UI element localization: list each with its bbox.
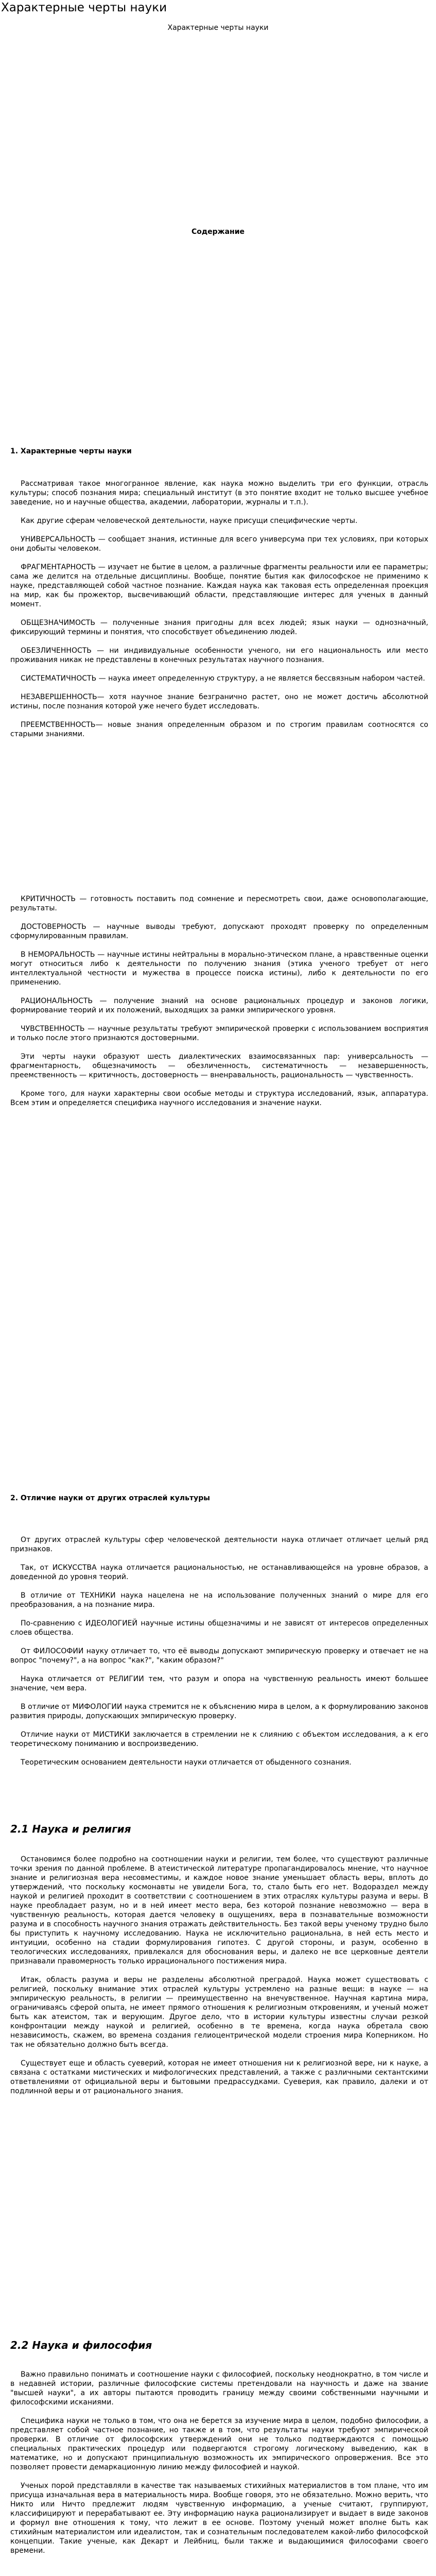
subsection-religion-heading: 2.1 Наука и религия	[10, 1823, 131, 1835]
paragraph: Итак, область разума и веры не разделены абсолютной преградой. Наука может существовать с религией, поскольку внимание этих отраслей культуры устремлено на разные вещи: в науке — на эмпирическую реальность, в религии — преимущественно на внечувственное. Научная картина мира, ограничиваясь сферой опыта, не имеет прямого отношения к религиозным откровениям, и ученый может быть как атеистом, так и верующим. Другое дело, что в истории культуры известны случаи резкой конфронтации между наукой и религией, особенно в те времена, когда наука обретала свою независимость, скажем, во времена создания гелиоцентрической модели строения мира Коперником. Но так не обязательно должно быть всегда.	[10, 1976, 428, 2049]
paragraph: ДОСТОВЕРНОСТЬ — научные выводы требуют, допускают проходят проверку по определенным сформулированным правилам.	[10, 923, 428, 940]
paragraph: Так, от ИСКУССТВА наука отличается рациональностью, не останавливающейся на уровне образов, а доведенной до уровня теорий.	[10, 1564, 428, 1581]
paragraph: Наука отличается от РЕЛИГИИ тем, что разум и опора на чувственную реальность имеют большее значение, чем вера.	[10, 1675, 428, 1692]
section-2-heading: 2. Отличие науки от других отраслей культуры	[10, 1494, 210, 1502]
paragraph: Теоретическим основанием деятельности науки отличается от обыденного сознания.	[21, 1758, 352, 1767]
paragraph: Специфика науки не только в том, что она не берется за изучение мира в целом, подобно философии, а представляет собой частное познание, но также и в том, что результаты науки требуют эмпирической проверки. В отличие от философских утверждений они не только подтверждаются с помощью специальных практических процедур или подвергаются строгому логическому выведению, как в математике, но и допускают принципиальную возможность их эмпирического опровержения. Все это позволяет провести демаркационную линию между философией и наукой.	[10, 2417, 428, 2471]
paragraph: Эти черты науки образуют шесть диалектических взаимосвязанных пар: универсальность — фрагментарность, общезначимость — обезличенность, систематичность — незавершенность, преемственность — критичность, достоверность — вненравальность, рациональность — чувственность.	[10, 1053, 428, 1079]
paragraph: Отличие науки от МИСТИКИ заключается в стремлении не к слиянию с объектом исследования, а к его теоретическому пониманию и воспроизведению.	[10, 1731, 428, 1748]
paragraph: ФРАГМЕНТАРНОСТЬ — изучает не бытие в целом, а различные фрагменты реальности или ее параметры; сама же делится на отдельные дисциплины. Вообще, понятие бытия как философское не применимо к науке, представляющей собой частное познание. Каждая наука как таковая есть определенная проекция на мир, как бы прожектор, высвечивающий области, представляющие интерес для ученых в данный момент.	[10, 563, 428, 608]
paragraph: По-сравнению с ИДЕОЛОГИЕЙ научные истины общезначимы и не зависят от интересов определенных слоев общества.	[10, 1619, 428, 1637]
paragraph: Рассматривая такое многогранное явление, как наука можно выделить три его функции, отрасль культуры; способ познания мира; специальный институт (в это понятие входит не только высшее учебное заведение, но и научные общества, академии, лаборатории, журналы и т.п.).	[10, 480, 428, 506]
paragraph: Важно правильно понимать и соотношение науки с философией, поскольку неоднократно, в том числе и в недавней истории, различные философские системы претендовали на научность и даже на звание "высшей науки", а их авторы пытаются проводить границу между своими собственными научными и философскими исканиями.	[10, 2370, 428, 2406]
subsection-philosophy-heading: 2.2 Наука и философия	[10, 2339, 152, 2351]
section-2-text	[10, 1535, 428, 1776]
paragraph: СИСТЕМАТИЧНОСТЬ — наука имеет определенную структуру, а не является бессвязным набором частей.	[21, 674, 425, 683]
page-title: Характерные черты науки	[1, 1, 167, 14]
section-1-text-a	[10, 479, 428, 748]
document-subtitle: Характерные черты науки	[167, 24, 269, 32]
paragraph: От ФИЛОСОФИИ науку отличает то, что её выводы допускают эмпирическую проверку и отвечает не на вопрос "почему?", а на вопрос "как?", "каким образом?"	[10, 1647, 428, 1665]
paragraph: От других отраслей культуры сфер человеческой деятельности наука отличает отличает целый ряд признаков.	[10, 1536, 428, 1553]
paragraph: В отличие от МИФОЛОГИИ наука стремится не к объяснению мира в целом, а к формулированию законов развития природы, допускающих эмпирическую проверку.	[10, 1703, 428, 1720]
paragraph: Остановимся более подробно на соотношении науки и религии, тем более, что существуют различные точки зрения по данной проблеме. В атеистической литературе пропагандировалось мнение, что научное знание и религиозная вера несовместимы, и каждое новое знание уменьшает область веры, вплоть до утверждений, что поскольку космонавты не увидели Бога, то, стало быть его нет. Водораздел между наукой и религией проходит в соответствии с соотношением в этих отраслях культуры разума и веры. В науке преобладает разум, но и в ней имеет место вера, без которой познание невозможно — вера в чувственную реальность, которая дается человеку в ощущениях, вера в познавательные возможности разума и в способность научного знания отражать действительность. Без такой веры ученому трудно было бы приступить к научному исследованию. Наука не исключительно рациональна, в ней есть место и интуиции, особенно на стадии формулирования гипотез. С другой стороны, и разум, особенно в теологических исследованиях, привлекался для обоснования веры, и далеко не все церковные деятели признавали правомерность только иррационального постижения мира.	[10, 1855, 428, 1965]
paragraph: Кроме того, для науки характерны свои особые методы и структура исследований, язык, аппаратура. Всем этим и определяется специфика научного исследования и значение науки.	[10, 1090, 428, 1107]
subsection-religion-text	[10, 1855, 428, 2105]
paragraph: Существует еще и область суеверий, которая не имеет отношения ни к религиозной вере, ни к науке, а связана с остатками мистических и мифологических представлений, а также с различными сектантскими ответвлениями от официальной веры и бытовыми предрассудками. Суеверия, как правило, далеки и от подлинной веры и от рационального знания.	[10, 2059, 428, 2095]
subsection-philosophy-text	[10, 2370, 428, 2565]
paragraph: НЕЗАВЕРШЕННОСТЬ— хотя научное знание безгранично растет, оно не может достичь абсолютной истины, после познания которой уже нечего будет исследовать.	[10, 693, 428, 710]
paragraph: УНИВЕРСАЛЬНОСТЬ — сообщает знания, истинные для всего универсума при тех условиях, при которых они добыты человеком.	[10, 535, 428, 553]
paragraph: ЧУВСТВЕННОСТЬ — научные результаты требуют эмпирической проверки с использованием восприятия и только после этого признаются достоверными.	[10, 1025, 428, 1042]
paragraph: ОБЩЕЗНАЧИМОСТЬ — полученные знания пригодны для всех людей; язык науки — однозначный, фиксирующий термины и понятия, что способствует объединению людей.	[10, 619, 428, 636]
paragraph: Ученых порой представляли в качестве так называемых стихийных материалистов в том плане, что им присуща изначальная вера в материальность мира. Вообще говоря, это не обязательно. Можно верить, что Никто или Ничто предлежит людям чувственную информацию, а ученые считают, группируют, классифицируют и перерабатывают ее. Эту информацию наука рационализирует и выдает в виде законов и формул вне отношения к тому, что лежит в ее основе. Поэтому ученый может вполне быть как стихийным материалистом или идеалистом, так и сознательным последователем какой-либо философской концепции. Такие ученые, как Декарт и Лейбниц, были также и выдающимися философами своего времени.	[10, 2482, 428, 2555]
contents-heading: Содержание	[191, 228, 245, 236]
paragraph: ОБЕЗЛИЧЕННОСТЬ — ни индивидуальные особенности ученого, ни его национальность или место проживания никак не представлены в конечных результатах научного познания.	[10, 647, 428, 664]
paragraph: В отличие от ТЕХНИКИ наука нацелена не на использование полученных знаний о мире для его преобразования, а на познание мира.	[10, 1591, 428, 1609]
paragraph: В НЕМОРАЛЬНОСТЬ — научные истины нейтральны в морально-этическом плане, а нравственные оценки могут относиться либо к деятельности по получению знания (этика ученого требует от него интеллектуальной честности и мужества в процессе поиска истины), либо к деятельности по его применению.	[10, 951, 428, 987]
section-1-heading: 1. Характерные черты науки	[10, 447, 132, 455]
paragraph: Как другие сферам человеческой деятельности, науке присущи специфические черты.	[21, 517, 358, 525]
section-1-text-b	[10, 894, 428, 1117]
paragraph: ПРЕЕМСТВЕННОСТЬ— новые знания определенным образом и по строгим правилам соотносятся со старыми знаниями.	[10, 721, 428, 738]
paragraph: КРИТИЧНОСТЬ — готовность поставить под сомнение и пересмотреть свои, даже основополагающие, результаты.	[10, 895, 428, 912]
paragraph: РАЦИОНАЛЬНОСТЬ — получение знаний на основе рациональных процедур и законов логики, формирование теорий и их положений, выходящих за рамки эмпирического уровня.	[10, 997, 428, 1014]
